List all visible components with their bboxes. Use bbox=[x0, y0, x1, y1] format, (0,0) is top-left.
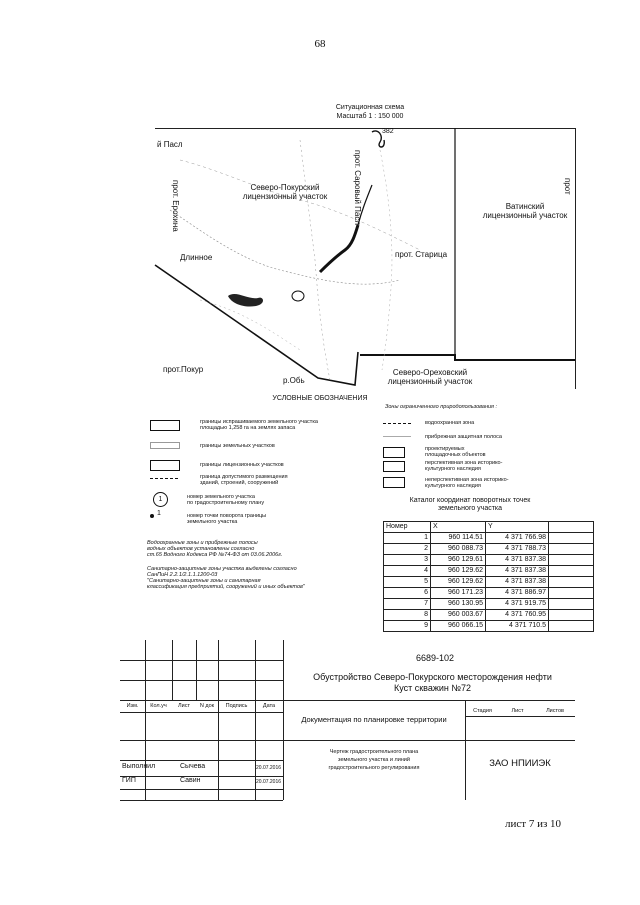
catalog-cell-y: 4 371 710.5 bbox=[486, 621, 549, 632]
legend-icon-plot-number: 1 bbox=[153, 492, 168, 507]
catalog-row bbox=[384, 577, 594, 588]
catalog-cell-number: 6 bbox=[384, 588, 431, 599]
legend-icon-license bbox=[150, 460, 180, 471]
catalog-cell-x: 960 129.62 bbox=[431, 566, 486, 577]
situation-map bbox=[155, 128, 576, 389]
catalog-cell-x: 960 129.61 bbox=[431, 555, 486, 566]
catalog-cell-extra bbox=[549, 566, 594, 577]
stamp-name-performer: Сычева bbox=[180, 763, 206, 770]
catalog-cell-x: 960 171.23 bbox=[431, 588, 486, 599]
label-pasl: й Пасл bbox=[157, 140, 183, 149]
catalog-cell-extra bbox=[549, 599, 594, 610]
catalog-cell-y: 4 371 886.97 bbox=[486, 588, 549, 599]
catalog-cell-y: 4 371 766.98 bbox=[486, 533, 549, 544]
legend-icon-unprospective-zone bbox=[383, 477, 405, 488]
legend-text-coastal-strip: прибрежная защитная полоса bbox=[425, 434, 502, 440]
legend-text-plot-number: номер земельного участка по градостроительному плану bbox=[187, 494, 265, 506]
catalog-cell-extra bbox=[549, 544, 594, 555]
legend-icon-allowed-zone bbox=[150, 478, 178, 479]
page-number: 68 bbox=[314, 38, 326, 50]
map-scale: Масштаб 1 : 150 000 bbox=[336, 113, 404, 120]
catalog-cell-number: 8 bbox=[384, 610, 431, 621]
stamp-organization: ЗАО НПИИЭК bbox=[489, 758, 551, 769]
stamp-col-ndok: N док bbox=[199, 703, 215, 709]
catalog-cell-extra bbox=[549, 621, 594, 632]
stamp-col-data: Дата bbox=[262, 703, 276, 709]
label-dlinnoe: Длинное bbox=[180, 253, 213, 262]
catalog-cell-x: 960 114.51 bbox=[431, 533, 486, 544]
legend-icon-land bbox=[150, 442, 180, 449]
catalog-grid bbox=[383, 521, 594, 632]
legend-text-water-zone: водоохранная зона bbox=[425, 420, 475, 426]
stamp-date-performer: 20.07.2016 bbox=[256, 765, 282, 771]
stamp-drawing-title: Чертеж градостроительного плана земельного участка и линий градостроительного регулирования bbox=[328, 749, 420, 771]
catalog-row bbox=[384, 566, 594, 577]
catalog-cell-x: 960 003.67 bbox=[431, 610, 486, 621]
label-prot-right: прот bbox=[563, 178, 572, 195]
catalog-cell-x: 960 130.95 bbox=[431, 599, 486, 610]
catalog-cell-y: 4 371 760.95 bbox=[486, 610, 549, 621]
map-title: Ситуационная схема bbox=[335, 104, 405, 111]
legend-text-prospective-zone: перспективная зона историко- культурного наследия bbox=[425, 460, 503, 472]
catalog-header-y: Y bbox=[486, 522, 549, 533]
catalog-header-x: X bbox=[431, 522, 486, 533]
label-erokhina: прот. Ерохина bbox=[171, 180, 180, 232]
stamp-sheet-header: Лист bbox=[511, 708, 524, 714]
catalog-cell-number: 5 bbox=[384, 577, 431, 588]
catalog-cell-x: 960 066.15 bbox=[431, 621, 486, 632]
label-vatinsky: Ватинский лицензионный участок bbox=[482, 202, 568, 220]
catalog-cell-extra bbox=[549, 555, 594, 566]
legend-icon-point-dot bbox=[150, 514, 154, 518]
label-staritsa: прот. Старица bbox=[395, 250, 448, 259]
legend-icon-plot bbox=[150, 420, 180, 431]
catalog-row bbox=[384, 544, 594, 555]
catalog-row bbox=[384, 621, 594, 632]
legend-text-allowed-zone: граница допустимого размещения зданий, строений, сооружений bbox=[200, 474, 288, 486]
stamp-date-chief: 20.07.2016 bbox=[256, 779, 282, 785]
catalog-cell-y: 4 371 788.73 bbox=[486, 544, 549, 555]
catalog-row bbox=[384, 610, 594, 621]
legend-text-unprospective-zone: неперспективная зона историко- культурного наследия bbox=[425, 477, 509, 489]
stamp-name-chief: Савин bbox=[180, 777, 201, 784]
stamp-col-list: Лист bbox=[178, 703, 190, 709]
catalog-cell-extra bbox=[549, 533, 594, 544]
catalog-row bbox=[384, 588, 594, 599]
legend-icon-coastal-strip bbox=[383, 436, 411, 437]
catalog-table bbox=[383, 521, 594, 632]
catalog-cell-y: 4 371 919.75 bbox=[486, 599, 549, 610]
stamp-role-performer: Выполнил bbox=[122, 763, 156, 770]
stamp-doc-title: Документация по планировке территории bbox=[301, 715, 447, 724]
stamp-stage-header: Стадия bbox=[473, 708, 492, 714]
catalog-cell-number: 4 bbox=[384, 566, 431, 577]
regulatory-note-water: Водоохранные зоны и прибрежные полосы водных объектов установлены согласно ст.65 Водного Кодекса РФ №74-ФЗ от 03.06.2006г. bbox=[147, 540, 283, 558]
catalog-cell-x: 960 129.62 bbox=[431, 577, 486, 588]
catalog-header-row bbox=[384, 522, 594, 533]
catalog-header-number: Номер bbox=[384, 522, 431, 533]
catalog-cell-y: 4 371 837.38 bbox=[486, 566, 549, 577]
catalog-header-extra bbox=[549, 522, 594, 533]
catalog-cell-number: 2 bbox=[384, 544, 431, 555]
catalog-cell-number: 3 bbox=[384, 555, 431, 566]
stamp-role-chief: ГИП bbox=[122, 777, 136, 784]
stamp-code: 6689-102 bbox=[415, 653, 455, 663]
legend-text-point-number: номер точки поворота границы земельного участка bbox=[187, 513, 267, 525]
catalog-cell-number: 9 bbox=[384, 621, 431, 632]
label-north-pokur: Северо-Покурский лицензионный участок bbox=[242, 183, 328, 201]
label-north-orekh: Северо-Ореховский лицензионный участок bbox=[387, 368, 473, 386]
stamp-col-koluch: Кол.уч bbox=[150, 703, 167, 709]
legend-right-heading: Зоны ограниченного природопользования : bbox=[385, 404, 498, 410]
stamp-project-title: Обустройство Северо-Покурского месторождения нефти Куст скважин №72 bbox=[313, 672, 552, 693]
legend-icon-point-number: 1 bbox=[157, 510, 161, 517]
catalog-cell-extra bbox=[549, 588, 594, 599]
catalog-cell-y: 4 371 837.38 bbox=[486, 555, 549, 566]
sheet-footer: лист 7 из 10 bbox=[505, 818, 562, 830]
legend-text-land: границы земельных участков bbox=[200, 443, 275, 449]
catalog-row bbox=[384, 555, 594, 566]
label-ob: р.Обь bbox=[283, 376, 305, 385]
stamp-col-podpis: Подпись bbox=[225, 703, 248, 709]
catalog-cell-y: 4 371 837.38 bbox=[486, 577, 549, 588]
legend-heading: УСЛОВНЫЕ ОБОЗНАЧЕНИЯ bbox=[272, 395, 368, 402]
catalog-cell-extra bbox=[549, 610, 594, 621]
legend-text-license: границы лицензионных участков bbox=[200, 462, 284, 468]
label-marker: 382 bbox=[382, 128, 394, 135]
stamp-sheets-header: Листов bbox=[546, 708, 564, 714]
stamp-col-izm: Изм. bbox=[126, 703, 139, 709]
label-sarovy: прот. Саровый Пасл bbox=[353, 150, 362, 226]
label-pokur: прот.Покур bbox=[163, 365, 204, 374]
legend-icon-designed-objects bbox=[383, 447, 405, 458]
legend-text-plot: границы испрашиваемого земельного участка площадью 1,258 га на землях запаса bbox=[200, 419, 318, 431]
legend-icon-prospective-zone bbox=[383, 461, 405, 472]
catalog-row bbox=[384, 533, 594, 544]
catalog-cell-number: 7 bbox=[384, 599, 431, 610]
catalog-row bbox=[384, 599, 594, 610]
legend-icon-water-zone bbox=[383, 423, 411, 424]
legend-text-designed-objects: проектируемых площадочных объектов bbox=[425, 446, 486, 458]
catalog-cell-x: 960 088.73 bbox=[431, 544, 486, 555]
catalog-cell-extra bbox=[549, 577, 594, 588]
catalog-cell-number: 1 bbox=[384, 533, 431, 544]
catalog-title: Каталог координат поворотных точек земельного участка bbox=[409, 497, 531, 512]
regulatory-note-sanitary: Санитарно-защитные зоны участка выделены согласно СанПиН 2.2.1/2.1.1.1200-03 "Санитарно-защитные зоны и санитарная классификация предприятий, сооружений и иных объектов" bbox=[147, 566, 305, 590]
